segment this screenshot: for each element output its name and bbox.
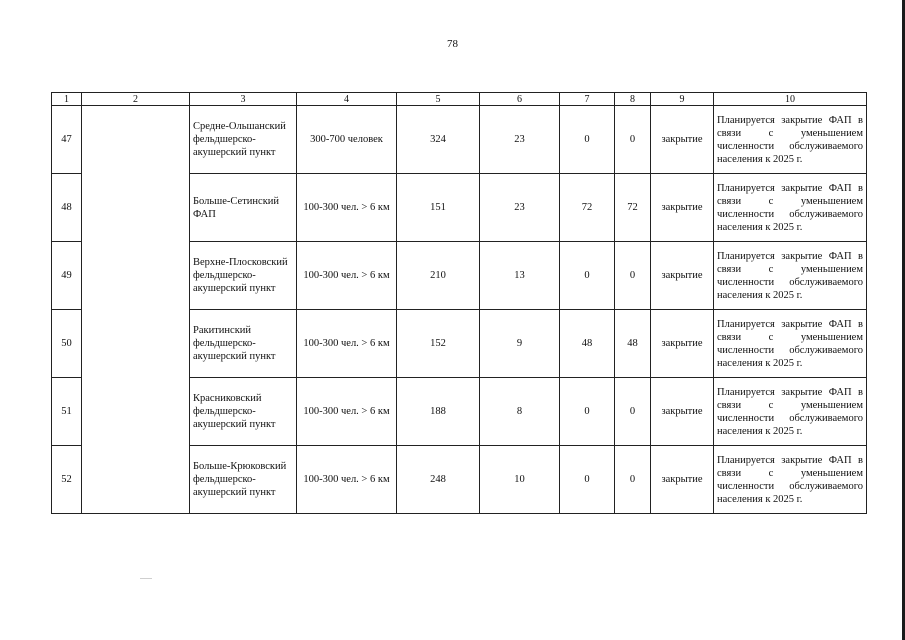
- note: Планируется закрытие ФАП в связи с уменьшением численности обслуживаемого населения к 2025 г.: [714, 446, 867, 514]
- header-cell-8: 8: [615, 93, 651, 106]
- row-number: 49: [52, 242, 82, 310]
- col8-value: 0: [615, 242, 651, 310]
- header-cell-2: 2: [82, 93, 190, 106]
- decision: закрытие: [651, 378, 714, 446]
- decision: закрытие: [651, 310, 714, 378]
- table-row: [52, 106, 867, 174]
- header-cell-10: 10: [714, 93, 867, 106]
- facility-name: Больше-Крюковский фельдшерско-акушерский пункт: [190, 446, 297, 514]
- header-cell-6: 6: [480, 93, 560, 106]
- col7-value: 72: [560, 174, 615, 242]
- header-cell-7: 7: [560, 93, 615, 106]
- row-number: 51: [52, 378, 82, 446]
- header-cell-1: 1: [52, 93, 82, 106]
- note: Планируется закрытие ФАП в связи с уменьшением численности обслуживаемого населения к 2025 г.: [714, 242, 867, 310]
- header-row: [52, 93, 867, 106]
- note: Планируется закрытие ФАП в связи с уменьшением численности обслуживаемого населения к 2025 г.: [714, 378, 867, 446]
- col8-value: 0: [615, 378, 651, 446]
- population-range: 100-300 чел. > 6 км: [297, 174, 397, 242]
- facility-name: Средне-Ольшанский фельдшерско-акушерский пункт: [190, 106, 297, 174]
- population-range: 300-700 человек: [297, 106, 397, 174]
- facility-name: Верхне-Плосковский фельдшерско-акушерский пункт: [190, 242, 297, 310]
- facility-name: Больше-Сетинский ФАП: [190, 174, 297, 242]
- header-cell-3: 3: [190, 93, 297, 106]
- population-range: 100-300 чел. > 6 км: [297, 310, 397, 378]
- col5-value: 152: [397, 310, 480, 378]
- col6-value: 23: [480, 174, 560, 242]
- note: Планируется закрытие ФАП в связи с уменьшением численности обслуживаемого населения к 2025 г.: [714, 310, 867, 378]
- decision: закрытие: [651, 174, 714, 242]
- decision: закрытие: [651, 446, 714, 514]
- col8-value: 48: [615, 310, 651, 378]
- note: Планируется закрытие ФАП в связи с уменьшением численности обслуживаемого населения к 2025 г.: [714, 106, 867, 174]
- col5-value: 324: [397, 106, 480, 174]
- col6-value: 9: [480, 310, 560, 378]
- col8-value: 0: [615, 446, 651, 514]
- note: Планируется закрытие ФАП в связи с уменьшением численности обслуживаемого населения к 2025 г.: [714, 174, 867, 242]
- col8-value: 72: [615, 174, 651, 242]
- scan-speck: [140, 578, 152, 579]
- col6-value: 8: [480, 378, 560, 446]
- col8-value: 0: [615, 106, 651, 174]
- district-cell: [82, 106, 190, 514]
- row-number: 52: [52, 446, 82, 514]
- col7-value: 0: [560, 242, 615, 310]
- row-number: 50: [52, 310, 82, 378]
- decision: закрытие: [651, 106, 714, 174]
- col7-value: 0: [560, 446, 615, 514]
- col6-value: 10: [480, 446, 560, 514]
- fap-table: [51, 92, 867, 514]
- header-cell-9: 9: [651, 93, 714, 106]
- col7-value: 48: [560, 310, 615, 378]
- row-number: 47: [52, 106, 82, 174]
- col5-value: 248: [397, 446, 480, 514]
- col6-value: 13: [480, 242, 560, 310]
- col6-value: 23: [480, 106, 560, 174]
- header-cell-4: 4: [297, 93, 397, 106]
- col7-value: 0: [560, 378, 615, 446]
- population-range: 100-300 чел. > 6 км: [297, 446, 397, 514]
- population-range: 100-300 чел. > 6 км: [297, 242, 397, 310]
- col5-value: 210: [397, 242, 480, 310]
- facility-name: Красниковский фельдшерско-акушерский пункт: [190, 378, 297, 446]
- col5-value: 151: [397, 174, 480, 242]
- page-number: 78: [447, 38, 458, 50]
- header-cell-5: 5: [397, 93, 480, 106]
- col7-value: 0: [560, 106, 615, 174]
- row-number: 48: [52, 174, 82, 242]
- facility-name: Ракитинский фельдшерско-акушерский пункт: [190, 310, 297, 378]
- decision: закрытие: [651, 242, 714, 310]
- population-range: 100-300 чел. > 6 км: [297, 378, 397, 446]
- col5-value: 188: [397, 378, 480, 446]
